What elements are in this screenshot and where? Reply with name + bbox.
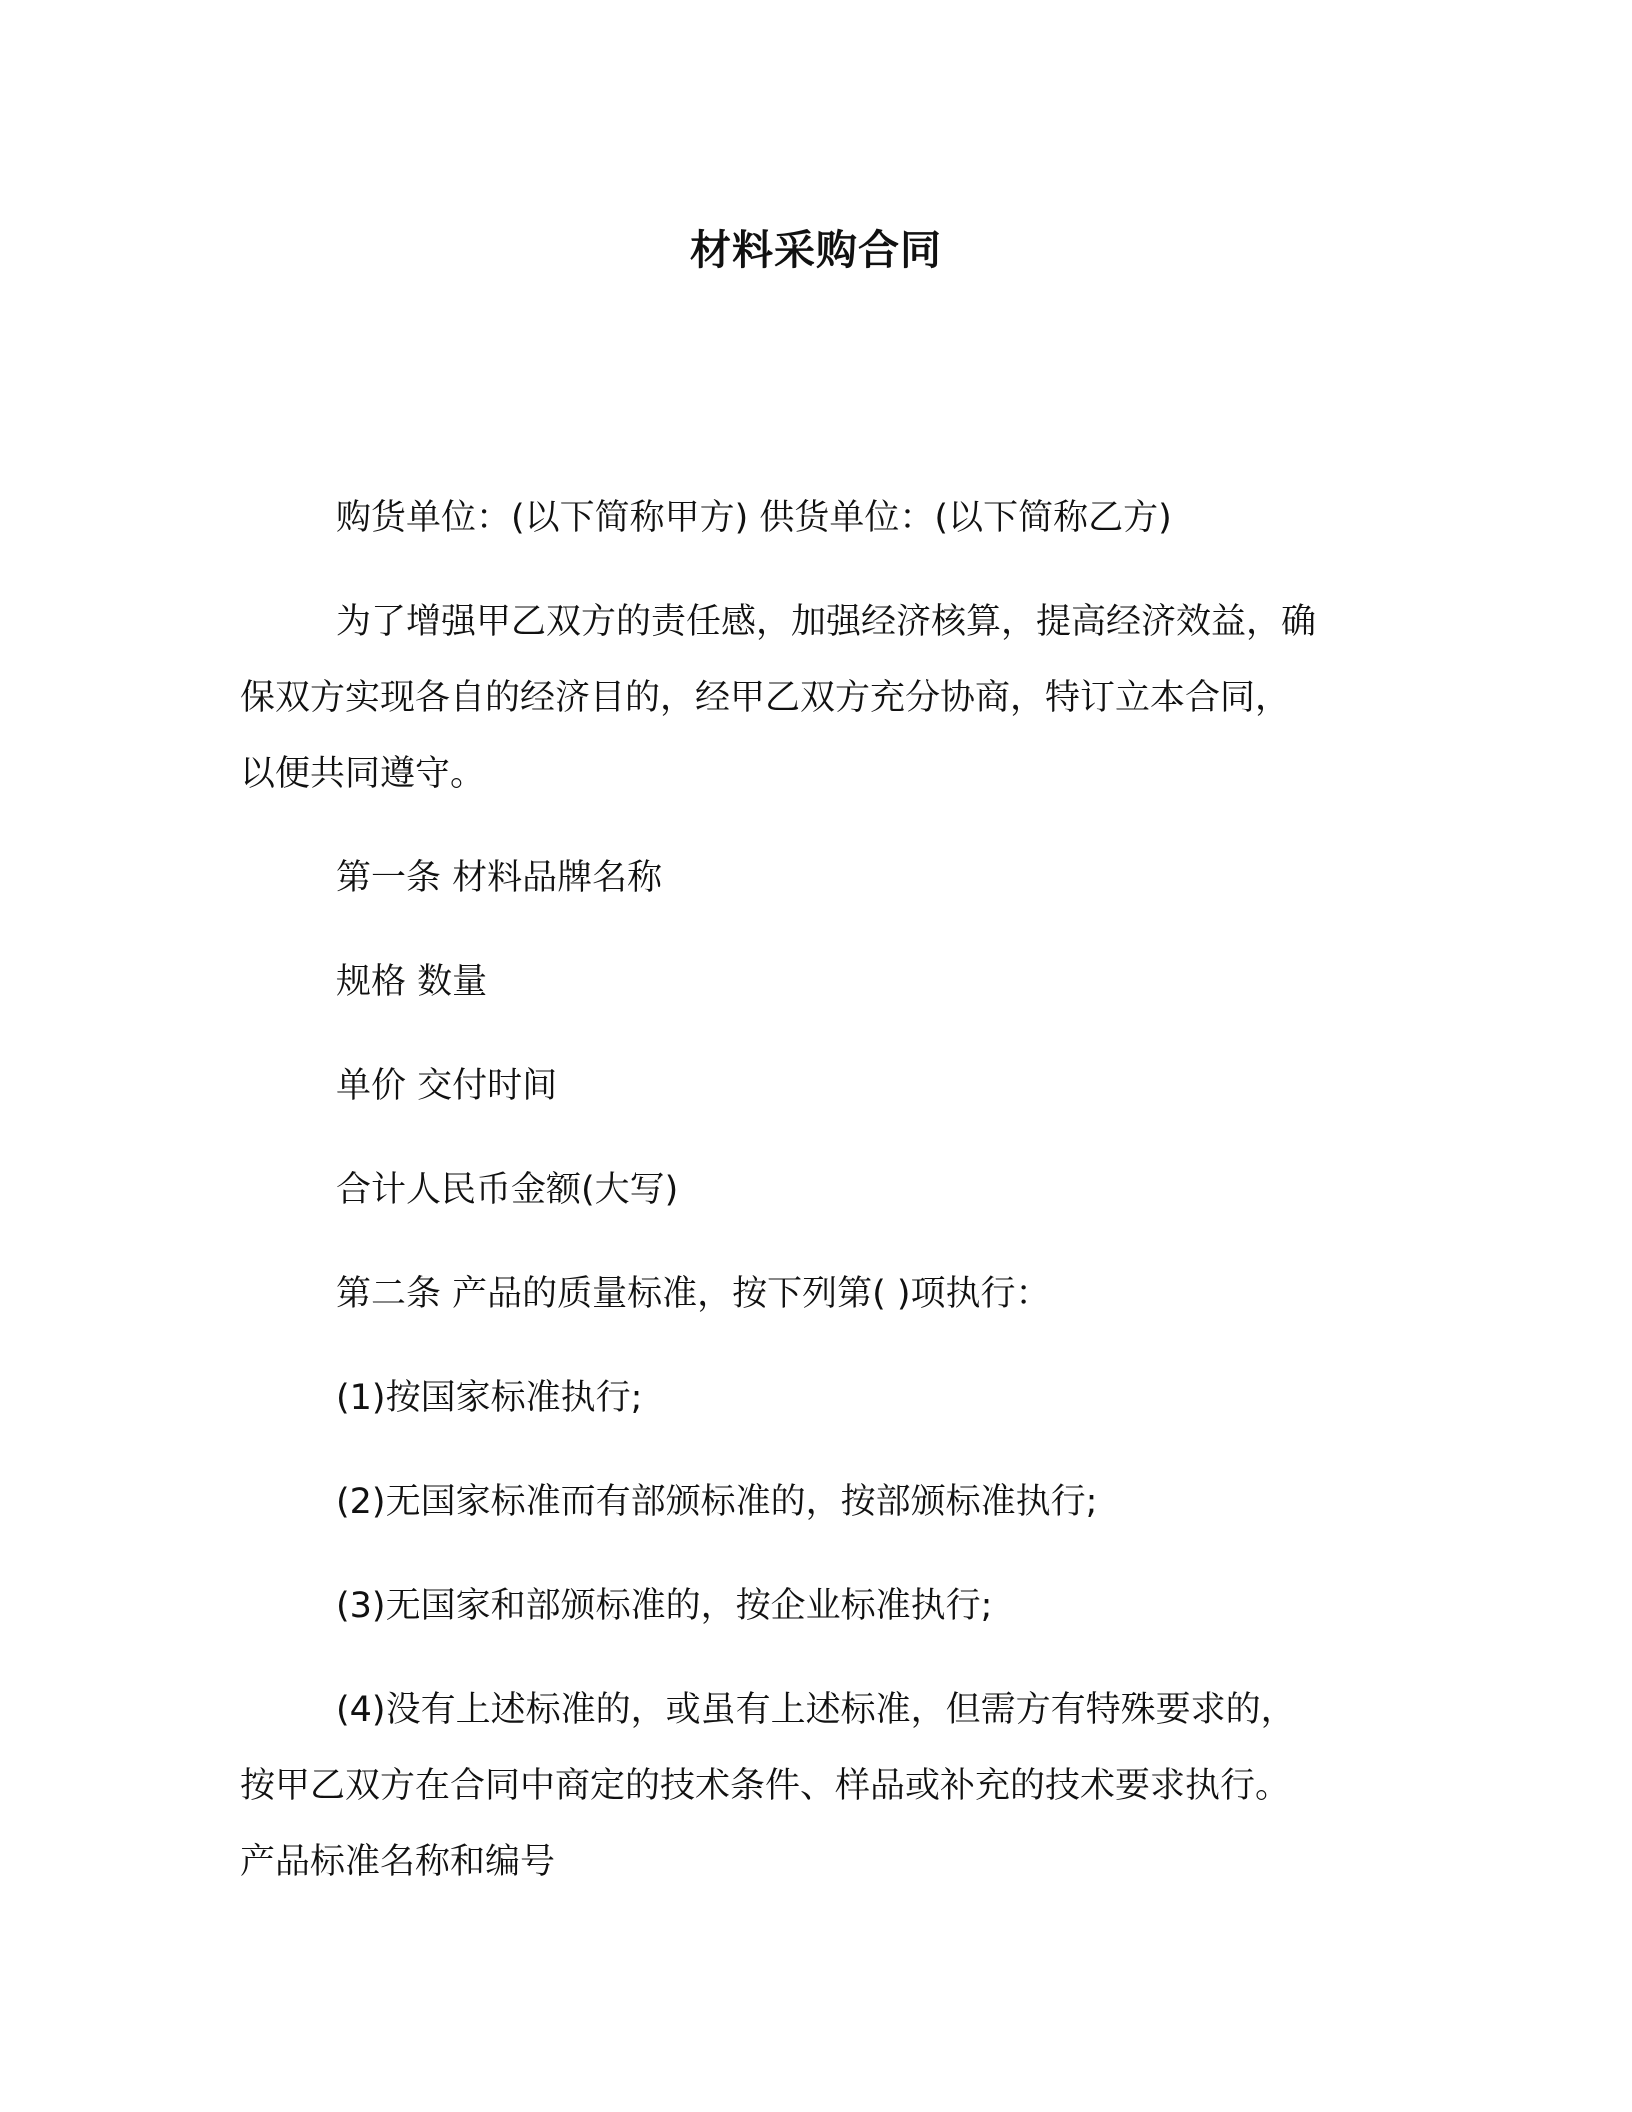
- paragraph-line: (4)没有上述标准的，或虽有上述标准，但需方有特殊要求的，: [336, 1690, 1296, 1730]
- paragraph-line: (2)无国家标准而有部颁标准的，按部颁标准执行;: [336, 1482, 1098, 1522]
- paragraph-preamble: [240, 596, 1380, 800]
- paragraph-line: 购货单位：(以下简称甲方) 供货单位：(以下简称乙方): [336, 498, 1172, 538]
- paragraph-article-1: [240, 852, 1380, 904]
- paragraph-line: 以便共同遵守。: [240, 754, 486, 794]
- paragraph-item-1: [240, 1372, 1380, 1424]
- paragraph-line: (3)无国家和部颁标准的，按企业标准执行;: [336, 1586, 993, 1626]
- paragraph-spec-quantity: [240, 956, 1380, 1008]
- paragraph-line: 规格 数量: [336, 962, 488, 1002]
- document-body: [240, 492, 1380, 1940]
- document-title: 材料采购合同: [690, 226, 942, 274]
- paragraph-parties: [240, 492, 1380, 544]
- paragraph-line: 第二条 产品的质量标准，按下列第( )项执行：: [336, 1274, 1051, 1314]
- paragraph-total-amount: [240, 1164, 1380, 1216]
- paragraph-article-2: [240, 1268, 1380, 1320]
- paragraph-line: 产品标准名称和编号: [240, 1842, 556, 1882]
- paragraph-line: 保双方实现各自的经济目的，经甲乙双方充分协商，特订立本合同，: [240, 678, 1291, 718]
- paragraph-price-delivery: [240, 1060, 1380, 1112]
- paragraph-line: 合计人民币金额(大写): [336, 1170, 679, 1210]
- paragraph-line: 第一条 材料品牌名称: [336, 858, 663, 898]
- paragraph-line: (1)按国家标准执行;: [336, 1378, 643, 1418]
- paragraph-item-4: [240, 1684, 1380, 1888]
- paragraph-line: 按甲乙双方在合同中商定的技术条件、样品或补充的技术要求执行。: [240, 1766, 1291, 1806]
- paragraph-line: 单价 交付时间: [336, 1066, 558, 1106]
- paragraph-item-3: [240, 1580, 1380, 1632]
- paragraph-line: 为了增强甲乙双方的责任感，加强经济核算，提高经济效益，确: [336, 602, 1317, 642]
- paragraph-item-2: [240, 1476, 1380, 1528]
